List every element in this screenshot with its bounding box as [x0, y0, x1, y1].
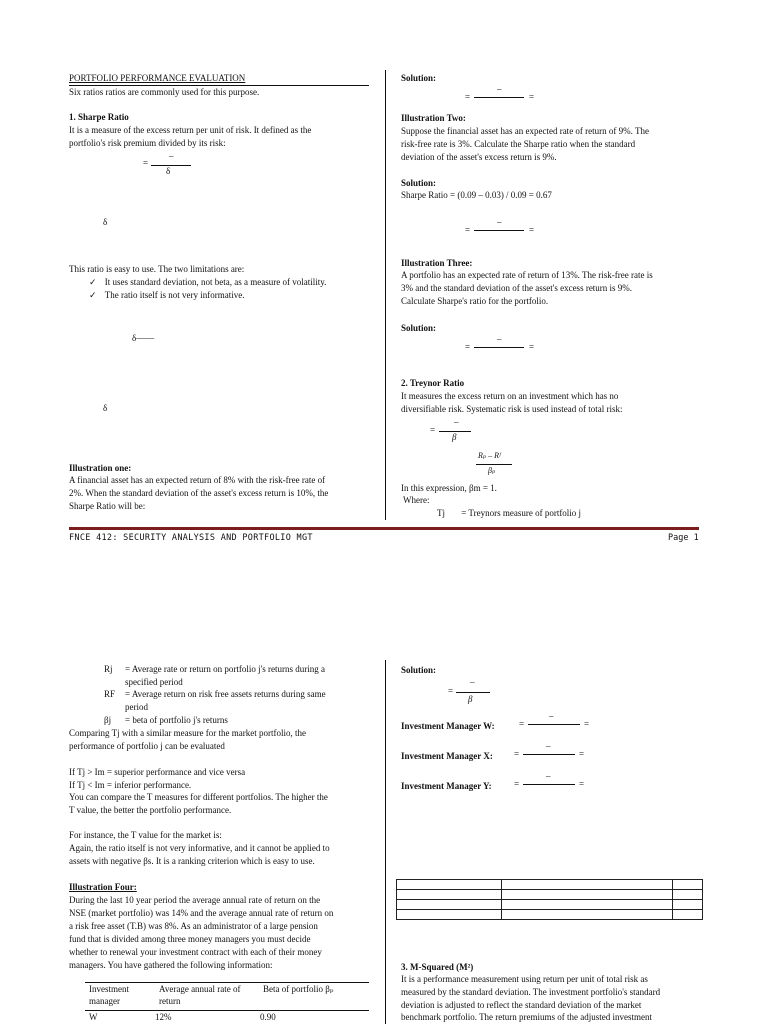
illustration-one-text: A financial asset has an expected return of 8% with the risk-free rate of	[69, 475, 326, 485]
body-text: If Tj > Im = superior performance and vice versa	[69, 767, 246, 777]
manager-label: Investment Manager Y:	[401, 781, 492, 791]
empty-results-table	[396, 879, 703, 920]
body-text: If Tj < Im = inferior performance.	[69, 780, 192, 790]
table-row	[397, 880, 703, 890]
treynor-text: diversifiable risk. Systematic risk is used instead of total risk:	[401, 404, 623, 414]
illustration-four-text: NSE (market portfolio) was 14% and the average annual rate of return on	[69, 908, 334, 918]
formula-equals: =	[143, 158, 149, 168]
definition-row	[104, 688, 326, 701]
definition-row	[104, 714, 228, 727]
definition-row	[437, 507, 581, 520]
table-row	[397, 910, 703, 920]
footer-page: Page 1	[668, 533, 699, 543]
eq-fraction-bar	[474, 230, 524, 231]
definition-symbol: Tj	[437, 508, 445, 518]
formula-denominator: δ	[166, 166, 171, 176]
formula-numerator: –	[169, 151, 174, 161]
definition-symbol: Rj	[104, 664, 113, 674]
table-header-cell: Beta of portfolio βₚ	[263, 984, 334, 994]
limitation-text: It uses standard deviation, not beta, as a measure of volatility.	[104, 277, 327, 287]
m-squared-heading: 3. M-Squared (M²)	[401, 962, 474, 972]
body-text: For instance, the T value for the market is:	[69, 830, 222, 840]
treynor-text: It measures the excess return on an investment which has no	[401, 391, 619, 401]
eq-right: =	[529, 92, 535, 102]
eq-right: =	[529, 342, 535, 352]
manager-table	[85, 983, 369, 1007]
illustration-one-heading: Illustration one:	[69, 463, 132, 473]
eq-fraction-bar	[523, 754, 575, 755]
column-divider	[385, 660, 386, 1024]
illustration-two-text: deviation of the asset's excess return is 9%.	[401, 152, 557, 162]
eq-fraction-bar	[528, 724, 580, 725]
table-cell: 12%	[155, 1012, 172, 1022]
illustration-one-text: 2%. When the standard deviation of the asset's excess return is 10%, the	[69, 488, 329, 498]
eq-left: =	[514, 779, 520, 789]
limitation-item	[89, 276, 326, 289]
eq-left: =	[519, 719, 525, 729]
eq-right: =	[529, 225, 535, 235]
table-row	[89, 1011, 276, 1024]
table-cell: W	[89, 1012, 98, 1022]
treynor-formula-bar	[476, 464, 512, 465]
table-header-cell: Investment manager	[89, 984, 129, 1006]
eq-denominator: β	[468, 694, 473, 704]
definition-text: = beta of portfolio j's returns	[125, 715, 228, 725]
eq-right: =	[584, 719, 590, 729]
eq-numerator: –	[497, 334, 502, 344]
m-squared-text: benchmark portfolio. The return premiums of the adjusted investment	[401, 1012, 653, 1022]
eq-fraction-bar	[456, 692, 490, 693]
column-divider	[385, 70, 386, 520]
illustration-one-text: Sharpe Ratio will be:	[69, 501, 146, 511]
section-heading: PORTFOLIO PERFORMANCE EVALUATION	[69, 73, 246, 83]
manager-label: Investment Manager W:	[401, 721, 495, 731]
eq-right: =	[579, 779, 585, 789]
definition-continued: period	[125, 702, 148, 712]
solution-label: Solution:	[401, 73, 437, 83]
illustration-four-text: managers. You have gathered the following information:	[69, 960, 273, 970]
eq-fraction-bar	[474, 97, 524, 98]
eq-fraction-bar	[523, 784, 575, 785]
definition-text: = Treynors measure of portfolio j	[461, 508, 582, 518]
definition-symbol: RF	[104, 689, 116, 699]
delta-symbol: δ	[103, 217, 108, 227]
expression-text: In this expression, βm = 1.	[401, 483, 497, 493]
definition-text: = Average return on risk free assets returns during same	[125, 689, 326, 699]
illustration-four-text: a risk free asset (T.B) was 8%. As an administrator of a large pension	[69, 921, 318, 931]
m-squared-text: It is a performance measurement using return per unit of total risk as	[401, 974, 648, 984]
intro-text: Six ratios ratios are commonly used for this purpose.	[69, 87, 260, 97]
treynor-formula-denominator: βₚ	[488, 466, 496, 475]
sharpe-desc: It is a measure of the excess return per unit of risk. It defined as the	[69, 125, 312, 135]
body-text: You can compare the T measures for different portfolios. The higher the	[69, 792, 328, 802]
solution-label: Solution:	[401, 665, 437, 675]
treynor-numerator: –	[454, 417, 459, 427]
eq-left: =	[465, 342, 471, 352]
table-cell: 0.90	[260, 1012, 276, 1022]
limitation-text: The ratio itself is not very informative.	[104, 290, 245, 300]
limitation-item	[89, 289, 245, 302]
definition-text: = Average rate or return on portfolio j's returns during a	[125, 664, 325, 674]
body-text: assets with negative βs. It is a ranking criterion which is easy to use.	[69, 856, 315, 866]
eq-numerator: –	[549, 711, 554, 721]
footer-rule	[69, 527, 699, 530]
m-squared-text: deviation is adjusted to reflect the standard deviation of the market	[401, 1000, 642, 1010]
eq-numerator: –	[470, 677, 475, 687]
sharpe-heading: 1. Sharpe Ratio	[69, 112, 129, 122]
delta-symbol: δ	[103, 403, 108, 413]
eq-left: =	[514, 749, 520, 759]
eq-numerator: –	[546, 771, 551, 781]
sharpe-desc: portfolio's risk premium divided by its risk:	[69, 138, 226, 148]
manager-label: Investment Manager X:	[401, 751, 493, 761]
treynor-eq: =	[430, 425, 436, 435]
body-text: Comparing Tj with a similar measure for the market portfolio, the	[69, 728, 307, 738]
illustration-three-text: 3% and the standard deviation of the asset's excess return is 9%.	[401, 283, 633, 293]
footer-course: FNCE 412: SECURITY ANALYSIS AND PORTFOLIO MGT	[69, 533, 313, 543]
body-text: T value, the better the portfolio performance.	[69, 805, 232, 815]
illustration-two-text: risk-free rate is 3%. Calculate the Sharpe ratio when the standard	[401, 139, 636, 149]
illustration-two-text: Suppose the financial asset has an expected rate of return of 9%. The	[401, 126, 649, 136]
definition-row	[104, 663, 325, 676]
eq-right: =	[579, 749, 585, 759]
formula-fraction-bar	[151, 165, 191, 166]
solution-label: Solution:	[401, 323, 437, 333]
check-icon: ✓	[89, 290, 97, 300]
eq-fraction-bar	[474, 347, 524, 348]
m-squared-text: measured by the standard deviation. The investment portfolio's standard	[401, 987, 661, 997]
illustration-four-text: whether to renewal your investment contract with each of their money	[69, 947, 322, 957]
small-formula: δ——	[132, 333, 155, 343]
eq-numerator: –	[497, 217, 502, 227]
treynor-denominator: β	[452, 432, 457, 442]
definition-continued: specified period	[125, 677, 183, 687]
eq-numerator: –	[546, 741, 551, 751]
eq-left: =	[448, 686, 454, 696]
illustration-four-heading: Illustration Four:	[69, 882, 137, 892]
where-label: Where:	[403, 495, 430, 505]
body-text: performance of portfolio j can be evaluated	[69, 741, 225, 751]
table-row	[397, 900, 703, 910]
eq-numerator: –	[497, 84, 502, 94]
treynor-formula-numerator: Rₚ – Rᶠ	[478, 451, 501, 460]
table-header-row	[85, 983, 369, 1007]
illustration-three-heading: Illustration Three:	[401, 258, 473, 268]
solution-label: Solution:	[401, 178, 437, 188]
illustration-four-text: fund that is divided among three money managers you must decide	[69, 934, 311, 944]
illustration-two-heading: Illustration Two:	[401, 113, 466, 123]
treynor-heading: 2. Treynor Ratio	[401, 378, 465, 388]
limitations-intro: This ratio is easy to use. The two limitations are:	[69, 264, 245, 274]
body-text: Again, the ratio itself is not very informative, and it cannot be applied to	[69, 843, 330, 853]
illustration-three-text: A portfolio has an expected rate of return of 13%. The risk-free rate is	[401, 270, 653, 280]
definition-symbol: βj	[104, 715, 112, 725]
table-row	[397, 890, 703, 900]
check-icon: ✓	[89, 277, 97, 287]
table-header-cell: Average annual rate of return	[159, 984, 241, 1006]
illustration-three-text: Calculate Sharpe's ratio for the portfolio.	[401, 296, 549, 306]
eq-left: =	[465, 92, 471, 102]
sharpe-calculation: Sharpe Ratio = (0.09 – 0.03) / 0.09 = 0.67	[401, 190, 552, 200]
eq-left: =	[465, 225, 471, 235]
illustration-four-text: During the last 10 year period the average annual rate of return on the	[69, 895, 321, 905]
